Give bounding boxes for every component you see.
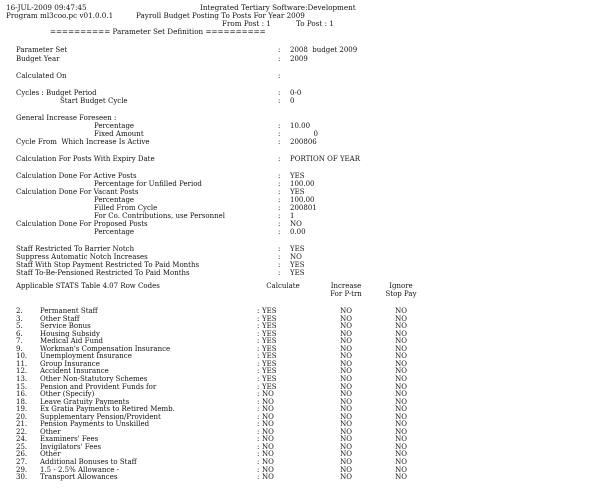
row-name: Accident Insurance <box>40 367 109 376</box>
parameter-label: Percentage for Unfilled Period <box>94 180 202 188</box>
row-code: 9. <box>16 344 23 353</box>
parameter-separator: : <box>278 55 281 63</box>
parameter-separator: : <box>278 188 281 196</box>
parameter-label: Cycles : Budget Period <box>16 89 97 97</box>
row-ignore: NO <box>395 427 407 436</box>
row-increase: NO <box>340 412 352 421</box>
parameter-label: Calculation Done For Vacant Posts <box>16 188 139 196</box>
row-separator: : <box>257 344 260 353</box>
parameter-value: YES <box>290 245 305 253</box>
row-ignore: NO <box>395 420 407 429</box>
row-ignore: NO <box>395 405 407 414</box>
parameter-value: 0 <box>313 130 318 138</box>
row-increase: NO <box>340 420 352 429</box>
row-ignore: NO <box>395 359 407 368</box>
row-increase: NO <box>340 405 352 414</box>
parameter-separator: : <box>278 130 281 138</box>
row-separator: : <box>257 397 260 406</box>
row-separator: : <box>257 352 260 361</box>
col-ignore-header: Ignore <box>389 282 413 290</box>
row-increase: NO <box>340 329 352 338</box>
parameter-label: Staff Restricted To Barrier Notch <box>16 245 135 253</box>
row-increase: NO <box>340 382 352 391</box>
row-code: 21. <box>16 420 28 429</box>
parameter-separator: : <box>278 220 281 228</box>
row-code: 13. <box>16 374 28 383</box>
row-increase: NO <box>340 344 352 353</box>
row-separator: : <box>257 435 260 444</box>
row-separator: : <box>257 427 260 436</box>
row-calculate: YES <box>262 352 277 361</box>
row-separator: : <box>257 450 260 459</box>
row-increase: NO <box>340 465 352 474</box>
row-separator: : <box>257 412 260 421</box>
row-code: 22. <box>16 427 28 436</box>
parameter-separator: : <box>278 228 281 236</box>
row-calculate: NO <box>262 420 274 429</box>
parameter-separator: : <box>278 89 281 97</box>
row-increase: NO <box>340 397 352 406</box>
parameter-label: For Co. Contributions, use Personnel <box>94 212 225 220</box>
row-code: 25. <box>16 442 28 451</box>
row-separator: : <box>257 420 260 429</box>
parameter-value: NO <box>290 220 302 228</box>
parameter-label: Percentage <box>94 228 135 236</box>
row-code: 7. <box>16 337 23 346</box>
row-separator: : <box>257 359 260 368</box>
parameter-value: NO <box>290 253 302 261</box>
parameter-value: YES <box>290 261 305 269</box>
row-increase: NO <box>340 390 352 399</box>
row-calculate: NO <box>262 435 274 444</box>
report-organisation: Integrated Tertiary Software:Development <box>200 3 356 12</box>
parameter-value: 100.00 <box>290 196 315 204</box>
row-code: 20. <box>16 412 28 421</box>
row-code: 30. <box>16 473 28 482</box>
row-code: 11. <box>16 359 28 368</box>
row-ignore: NO <box>395 390 407 399</box>
parameter-label: Staff To-Be-Pensioned Restricted To Paid Months <box>16 269 190 277</box>
row-ignore: NO <box>395 397 407 406</box>
row-ignore: NO <box>395 329 407 338</box>
row-ignore: NO <box>395 442 407 451</box>
parameter-separator: : <box>278 155 281 163</box>
parameter-separator: : <box>278 253 281 261</box>
row-ignore: NO <box>395 352 407 361</box>
row-name: Supplementary Pension/Provident <box>40 412 161 421</box>
parameter-label: Percentage <box>94 196 135 204</box>
row-ignore: NO <box>395 450 407 459</box>
row-calculate: NO <box>262 465 274 474</box>
row-calculate: NO <box>262 427 274 436</box>
program-id: Program ml3coo.pc v01.0.0.1 <box>6 11 114 20</box>
parameter-value: 1 <box>290 212 295 220</box>
row-increase: NO <box>340 442 352 451</box>
row-separator: : <box>257 367 260 376</box>
col-increase-subheader: For P-trn <box>330 290 362 298</box>
row-name: Transport Allowances <box>40 473 118 482</box>
row-name: Workman's Compensation Insurance <box>40 344 171 353</box>
parameter-value: 10.00 <box>290 122 311 130</box>
parameter-label: General Increase Foreseen : <box>16 114 117 122</box>
row-increase: NO <box>340 352 352 361</box>
parameter-label: Fixed Amount <box>94 130 144 138</box>
parameter-separator: : <box>278 212 281 220</box>
parameter-label: Calculated On <box>16 72 67 80</box>
row-code: 29. <box>16 465 28 474</box>
parameter-label: Suppress Automatic Notch Increases <box>16 253 148 261</box>
row-name: Leave Gratuity Payments <box>40 397 130 406</box>
row-calculate: YES <box>262 382 277 391</box>
row-increase: NO <box>340 322 352 331</box>
row-separator: : <box>257 329 260 338</box>
row-ignore: NO <box>395 307 407 315</box>
row-ignore: NO <box>395 337 407 346</box>
row-increase: NO <box>340 314 352 323</box>
parameter-value: 0.00 <box>290 228 306 236</box>
row-ignore: NO <box>395 465 407 474</box>
parameter-value: 100.00 <box>290 180 315 188</box>
parameter-value: 0-0 <box>290 89 302 97</box>
row-calculate: YES <box>262 367 277 376</box>
parameter-value: 2008 budget 2009 <box>290 46 358 54</box>
row-increase: NO <box>340 307 352 315</box>
parameter-separator: : <box>278 138 281 146</box>
parameter-value: YES <box>290 269 305 277</box>
parameter-label: Cycle From Which Increase Is Active <box>16 138 150 146</box>
row-separator: : <box>257 337 260 346</box>
row-calculate: YES <box>262 344 277 353</box>
row-code: 24. <box>16 435 28 444</box>
parameter-label: Calculation Done For Proposed Posts <box>16 220 148 228</box>
parameter-value: 200801 <box>290 204 317 212</box>
row-code: 5. <box>16 322 23 331</box>
row-code: 6. <box>16 329 23 338</box>
table-title: Applicable STATS Table 4.07 Row Codes <box>16 282 160 290</box>
row-ignore: NO <box>395 322 407 331</box>
parameter-label: Parameter Set <box>16 46 68 54</box>
row-calculate: NO <box>262 405 274 414</box>
parameter-separator: : <box>278 196 281 204</box>
row-code: 3. <box>16 314 23 323</box>
row-name: Ex Gratia Payments to Retired Memb. <box>40 405 175 414</box>
row-calculate: YES <box>262 337 277 346</box>
row-ignore: NO <box>395 367 407 376</box>
row-name: Examiners' Fees <box>40 435 99 444</box>
row-calculate: NO <box>262 473 274 482</box>
row-name: Other Staff <box>40 314 80 323</box>
row-separator: : <box>257 307 260 315</box>
parameter-label: Budget Year <box>16 55 60 63</box>
row-ignore: NO <box>395 382 407 391</box>
parameter-label: Staff With Stop Payment Restricted To Paid Months <box>16 261 200 269</box>
row-calculate: NO <box>262 442 274 451</box>
col-increase-header: Increase <box>330 282 362 290</box>
row-calculate: NO <box>262 397 274 406</box>
row-ignore: NO <box>395 344 407 353</box>
row-name: Other Non-Statutory Schemes <box>40 374 148 383</box>
row-name: Medical Aid Fund <box>40 337 103 346</box>
parameter-separator: : <box>278 122 281 130</box>
parameter-value: YES <box>290 172 305 180</box>
row-code: 27. <box>16 458 28 466</box>
parameter-value: 0 <box>290 97 295 105</box>
row-increase: NO <box>340 427 352 436</box>
row-code: 12. <box>16 367 28 376</box>
parameter-label: Calculation For Posts With Expiry Date <box>16 155 155 163</box>
parameter-label: Start Budget Cycle <box>60 97 128 105</box>
row-code: 26. <box>16 450 28 459</box>
row-code: 16. <box>16 390 28 399</box>
row-increase: NO <box>340 450 352 459</box>
row-name: 1.5 - 2.5% Allowance - <box>40 465 120 474</box>
row-calculate: YES <box>262 329 277 338</box>
row-increase: NO <box>340 435 352 444</box>
row-name: Service Bonus <box>40 322 91 331</box>
row-calculate: YES <box>262 314 277 323</box>
parameter-separator: : <box>278 261 281 269</box>
row-name: Invigilators' Fees <box>40 442 102 451</box>
row-calculate: YES <box>262 359 277 368</box>
row-calculate: NO <box>262 412 274 421</box>
parameter-separator: : <box>278 269 281 277</box>
row-increase: NO <box>340 367 352 376</box>
row-ignore: NO <box>395 374 407 383</box>
row-calculate: NO <box>262 390 274 399</box>
row-code: 18. <box>16 397 28 406</box>
report-datetime: 16-JUL-2009 09:47:45 <box>6 3 87 12</box>
row-ignore: NO <box>395 473 407 482</box>
parameter-value: 2009 <box>290 55 308 63</box>
row-ignore: NO <box>395 435 407 444</box>
parameter-separator: : <box>278 46 281 54</box>
from-post: From Post : 1 <box>222 19 271 28</box>
row-code: 2. <box>16 307 23 315</box>
row-name: Housing Subsidy <box>40 329 100 338</box>
parameter-separator: : <box>278 172 281 180</box>
row-name: Other <box>40 427 61 436</box>
row-separator: : <box>257 442 260 451</box>
row-separator: : <box>257 390 260 399</box>
report-title: Payroll Budget Posting To Posts For Year 2009 <box>136 11 305 20</box>
parameter-label: Filled From Cycle <box>94 204 158 212</box>
row-calculate: NO <box>262 458 274 466</box>
row-separator: : <box>257 465 260 474</box>
row-code: 19. <box>16 405 28 414</box>
col-calculate-header: Calculate <box>266 282 300 290</box>
row-code: 15. <box>16 382 28 391</box>
row-ignore: NO <box>395 314 407 323</box>
row-calculate: YES <box>262 322 277 331</box>
row-increase: NO <box>340 337 352 346</box>
parameter-separator: : <box>278 180 281 188</box>
row-name: Other (Specify) <box>40 390 95 399</box>
row-calculate: YES <box>262 374 277 383</box>
row-calculate: NO <box>262 450 274 459</box>
to-post: To Post : 1 <box>296 19 334 28</box>
parameter-separator: : <box>278 245 281 253</box>
row-increase: NO <box>340 359 352 368</box>
row-separator: : <box>257 374 260 383</box>
row-calculate: YES <box>262 307 277 315</box>
row-name: Other <box>40 450 61 459</box>
parameter-separator: : <box>278 97 281 105</box>
parameter-label: Percentage <box>94 122 135 130</box>
parameter-label: Calculation Done For Active Posts <box>16 172 137 180</box>
parameter-value: PORTION OF YEAR <box>290 155 360 163</box>
row-separator: : <box>257 314 260 323</box>
col-ignore-subheader: Stop Pay <box>385 290 417 298</box>
row-ignore: NO <box>395 412 407 421</box>
row-increase: NO <box>340 473 352 482</box>
row-increase: NO <box>340 374 352 383</box>
row-increase: NO <box>340 458 352 466</box>
row-code: 10. <box>16 352 28 361</box>
parameter-separator: : <box>278 72 281 80</box>
row-separator: : <box>257 473 260 482</box>
row-name: Unemployment Insurance <box>40 352 132 361</box>
parameter-value: YES <box>290 188 305 196</box>
row-name: Pension and Provident Funds for <box>40 382 157 391</box>
row-name: Group Insurance <box>40 359 100 368</box>
parameter-separator: : <box>278 204 281 212</box>
parameter-value: 200806 <box>290 138 317 146</box>
row-separator: : <box>257 458 260 466</box>
row-separator: : <box>257 382 260 391</box>
row-separator: : <box>257 405 260 414</box>
row-name: Permanent Staff <box>40 307 98 315</box>
row-name: Additional Bonuses to Staff <box>40 458 137 466</box>
row-separator: : <box>257 322 260 331</box>
row-ignore: NO <box>395 458 407 466</box>
section-title: ========== Parameter Set Definition ========== <box>50 27 266 36</box>
row-name: Pension Payments to Unskilled <box>40 420 150 429</box>
